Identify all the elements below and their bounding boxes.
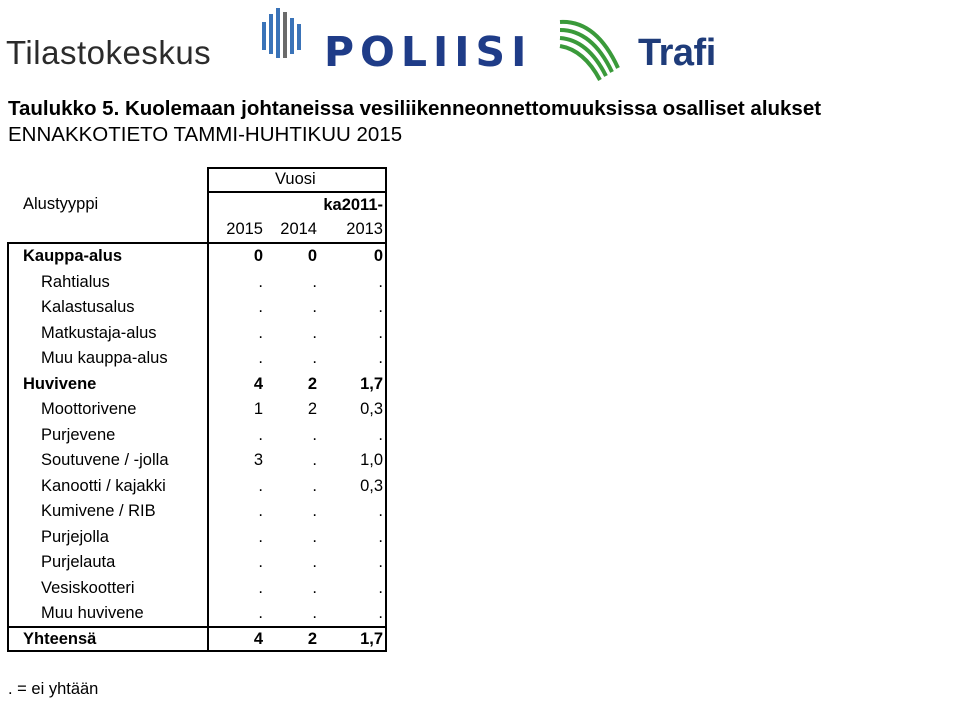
row-value-2015: 0 (253, 247, 263, 265)
row-value-avg: . (378, 349, 383, 367)
row-value-avg: 0 (373, 247, 383, 265)
header-col-2015: 2015 (226, 220, 263, 238)
row-value-avg: . (378, 272, 383, 291)
tilastokeskus-bars-icon (262, 4, 306, 68)
row-value-2014: . (312, 578, 317, 597)
row-value-2014: . (312, 604, 317, 622)
row-label: Purjejolla (41, 527, 109, 546)
row-value-2015: . (258, 298, 263, 316)
row-value-avg: . (378, 604, 383, 622)
row-label: Kanootti / kajakki (41, 476, 166, 495)
footnote: . = ei yhtään (8, 680, 99, 698)
trafi-arcs-icon (556, 14, 636, 84)
row-value-2014: . (312, 476, 317, 495)
row-value-avg: . (378, 527, 383, 546)
poliisi-logo: POLIISI (324, 28, 533, 76)
header-group-year: Vuosi (275, 170, 316, 188)
row-value-2015: . (258, 476, 263, 495)
row-value-2015: . (258, 553, 263, 571)
row-value-avg: . (378, 323, 383, 342)
row-value-avg: . (378, 298, 383, 316)
row-value-2015: . (258, 349, 263, 367)
row-label: Muu huvivene (41, 604, 144, 622)
row-value-2014: . (312, 298, 317, 316)
row-value-avg: . (378, 578, 383, 597)
tilastokeskus-logo (6, 4, 306, 70)
header-col-avg-line1: ka2011- (323, 196, 383, 214)
trafi-wordmark: Trafi (638, 32, 716, 74)
row-label: Kalastusalus (41, 298, 135, 316)
total-2014: 2 (307, 630, 317, 648)
trafi-logo (556, 14, 756, 84)
row-value-2014: . (312, 553, 317, 571)
row-value-2014: 0 (307, 247, 317, 265)
header-col-2014: 2014 (280, 220, 317, 238)
table-title: Taulukko 5. Kuolemaan johtaneissa vesiliikenneonnettomuuksissa osalliset alukset (8, 97, 822, 120)
row-value-2014: . (312, 323, 317, 342)
row-value-2015: . (258, 578, 263, 597)
row-value-avg: . (378, 502, 383, 520)
row-label: Purjevene (41, 425, 116, 444)
row-value-2014: 2 (307, 400, 317, 418)
row-value-2014: . (312, 272, 317, 291)
row-value-2015: . (258, 502, 263, 520)
total-avg: 1,7 (360, 630, 383, 648)
row-label: Matkustaja-alus (41, 323, 157, 342)
row-label: Muu kauppa-alus (41, 349, 168, 367)
row-value-avg: 1,0 (360, 451, 383, 469)
row-label: Huvivene (23, 374, 97, 393)
row-value-2015: . (258, 604, 263, 622)
row-value-2014: . (312, 502, 317, 520)
row-value-avg: 0,3 (360, 476, 383, 495)
row-value-2014: 2 (307, 374, 317, 393)
row-value-2014: . (312, 527, 317, 546)
row-value-2014: . (312, 425, 317, 444)
row-value-2014: . (312, 451, 317, 469)
header-col-avg-line2: 2013 (346, 220, 383, 238)
row-value-avg: . (378, 425, 383, 444)
row-label: Vesiskootteri (41, 578, 135, 597)
row-value-avg: 1,7 (360, 374, 383, 393)
row-label: Moottorivene (41, 400, 137, 418)
total-label: Yhteensä (23, 630, 97, 648)
row-value-2015: 3 (253, 451, 263, 469)
row-value-2014: . (312, 349, 317, 367)
row-value-avg: . (378, 553, 383, 571)
row-value-2015: 4 (253, 374, 263, 393)
row-value-avg: 0,3 (360, 400, 383, 418)
row-label: Kauppa-alus (23, 247, 123, 265)
header-row-label: Alustyyppi (23, 195, 99, 213)
row-value-2015: 1 (253, 400, 263, 418)
row-label: Kumivene / RIB (41, 502, 156, 520)
row-value-2015: . (258, 323, 263, 342)
row-value-2015: . (258, 272, 263, 291)
row-value-2015: . (258, 425, 263, 444)
row-label: Soutuvene / -jolla (41, 451, 169, 469)
row-label: Purjelauta (41, 553, 116, 571)
tilastokeskus-wordmark: Tilastokeskus (6, 34, 212, 71)
total-2015: 4 (253, 630, 263, 648)
row-label: Rahtialus (41, 272, 110, 291)
data-table (7, 167, 387, 652)
table-subtitle: ENNAKKOTIETO TAMMI-HUHTIKUU 2015 (8, 123, 403, 146)
row-value-2015: . (258, 527, 263, 546)
